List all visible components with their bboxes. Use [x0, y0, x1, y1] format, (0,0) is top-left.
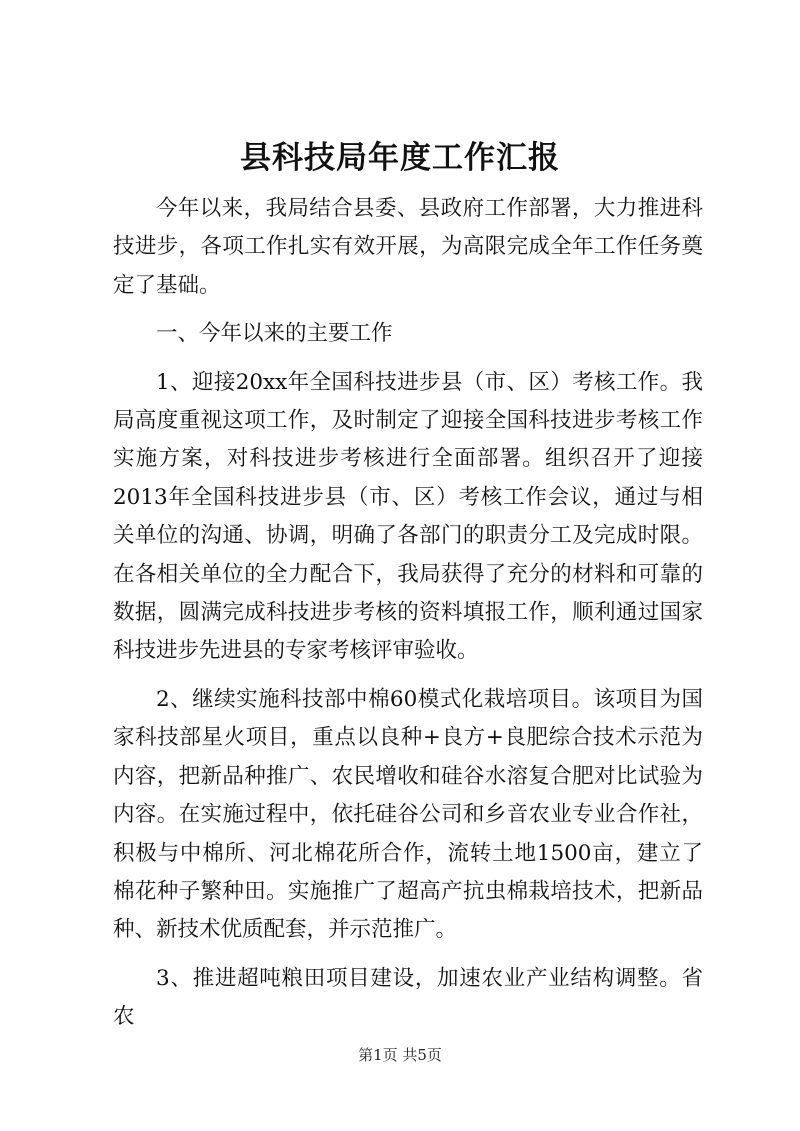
document-title: 县科技局年度工作汇报 [240, 140, 560, 176]
item-2-paragraph: 2、继续实施科技部中棉60模式化栽培项目。该项目为国家科技部星火项目，重点以良种+良方+良肥综合技术示范为内容，把新品种推广、农民增收和硅谷水溶复合肥对比试验为内容。在实施过程中，依托硅谷公司和乡音农业专业合作社，积极与中棉所、河北棉花所合作，流转土地1500亩，建立了棉花种子繁种田。实施推广了超高产抗虫棉栽培技术，把新品种、新技术优质配套，并示范推广。 [113, 686, 703, 943]
page-number-footer: 第1页 共5页 [358, 1046, 442, 1064]
intro-paragraph: 今年以来，我局结合县委、县政府工作部署，大力推进科技进步，各项工作扎实有效开展，为高限完成全年工作任务奠定了基础。 [113, 196, 703, 298]
item-1-paragraph: 1、迎接20xx年全国科技进步县（市、区）考核工作。我局高度重视这项工作，及时制定了迎接全国科技进步考核工作实施方案，对科技进步考核进行全面部署。组织召开了迎接2013年全国科技进步县（市、区）考核工作会议，通过与相关单位的沟通、协调，明确了各部门的职责分工及完成时限。在各相关单位的全力配合下，我局获得了充分的材料和可靠的数据，圆满完成科技进步考核的资料填报工作，顺利通过国家科技进步先进县的专家考核评审验收。 [113, 369, 703, 664]
item-3-paragraph: 3、推进超吨粮田项目建设，加速农业产业结构调整。省农 [113, 965, 703, 1030]
section-heading: 一、今年以来的主要工作 [156, 321, 393, 347]
document-body [113, 190, 703, 1047]
